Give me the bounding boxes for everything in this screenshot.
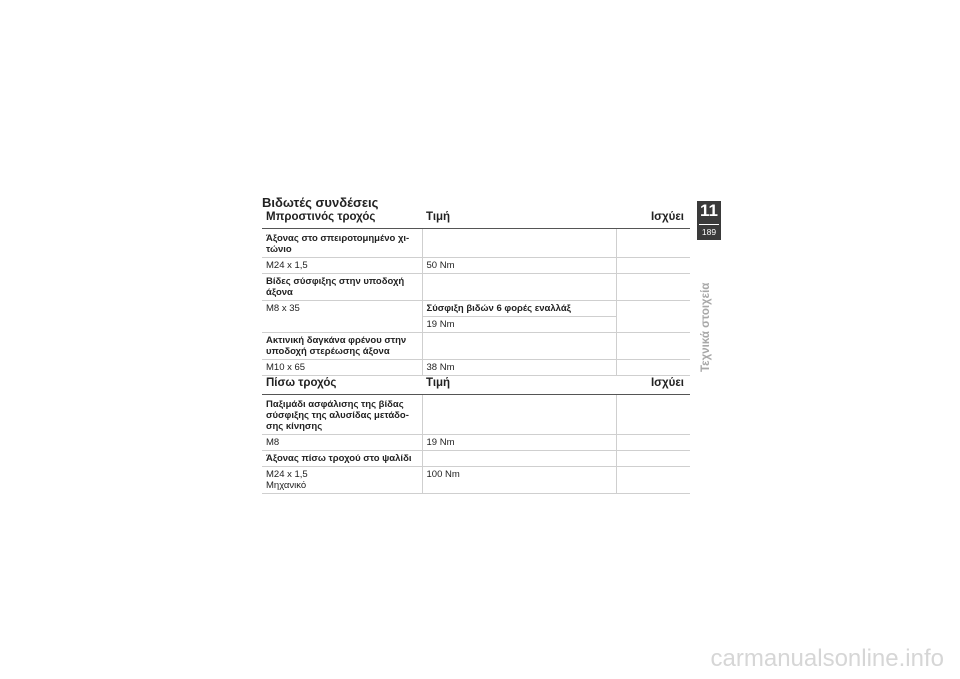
- row-value: 38 Nm: [422, 360, 616, 376]
- chapter-divider: [699, 224, 719, 225]
- row-spec-size: M24 x 1,5: [266, 469, 308, 480]
- table-row: [262, 395, 690, 435]
- row-spec: M24 x 1,5: [262, 258, 422, 274]
- front-wheel-table: [262, 206, 690, 376]
- table-row: [262, 274, 690, 301]
- rear-wheel-table: [262, 372, 690, 494]
- table-row: [262, 258, 690, 274]
- row-note: Σύσφιξη βιδών 6 φορές εναλλάξ: [422, 301, 616, 317]
- table-row: [262, 229, 690, 258]
- row-spec: M8: [262, 435, 422, 451]
- row-component: Παξιμάδι ασφάλισης της βίδας σύσφιξης της αλυσίδας μετάδο-σης κίνησης: [262, 395, 422, 435]
- page-title: Βιδωτές συνδέσεις: [262, 195, 379, 210]
- page-number: 189: [701, 227, 717, 237]
- row-component: Άξονας στο σπειροτομημένο χι-τώνιο: [262, 229, 422, 258]
- table-row: [262, 333, 690, 360]
- row-value: 100 Nm: [422, 467, 616, 494]
- row-spec: M8 x 35: [262, 301, 422, 333]
- row-value: 19 Nm: [422, 317, 616, 333]
- row-value: 19 Nm: [422, 435, 616, 451]
- column-header-value: Τιμή: [422, 206, 616, 229]
- row-component: Βίδες σύσφιξης στην υποδοχή άξονα: [262, 274, 422, 301]
- table-row: [262, 451, 690, 467]
- table-row: [262, 435, 690, 451]
- row-value: 50 Nm: [422, 258, 616, 274]
- row-spec: [262, 467, 422, 494]
- table-header: [262, 206, 690, 229]
- column-header-component: Μπροστινός τροχός: [262, 206, 422, 229]
- row-component: Άξονας πίσω τροχού στο ψαλίδι: [262, 451, 422, 467]
- row-spec-material: Μηχανικό: [266, 480, 307, 491]
- column-header-component: Πίσω τροχός: [262, 372, 422, 395]
- table-row: [262, 301, 690, 317]
- table-header: [262, 372, 690, 395]
- watermark: carmanualsonline.info: [710, 645, 944, 672]
- column-header-value: Τιμή: [422, 372, 616, 395]
- chapter-number: 11: [700, 201, 718, 220]
- column-header-applies: Ισχύει: [616, 206, 690, 229]
- chapter-label: Τεχνικά στοιχεία: [700, 282, 712, 372]
- row-component: Ακτινική δαγκάνα φρένου στην υποδοχή στερέωσης άξονα: [262, 333, 422, 360]
- column-header-applies: Ισχύει: [616, 372, 690, 395]
- table-row: [262, 467, 690, 494]
- row-spec: M10 x 65: [262, 360, 422, 376]
